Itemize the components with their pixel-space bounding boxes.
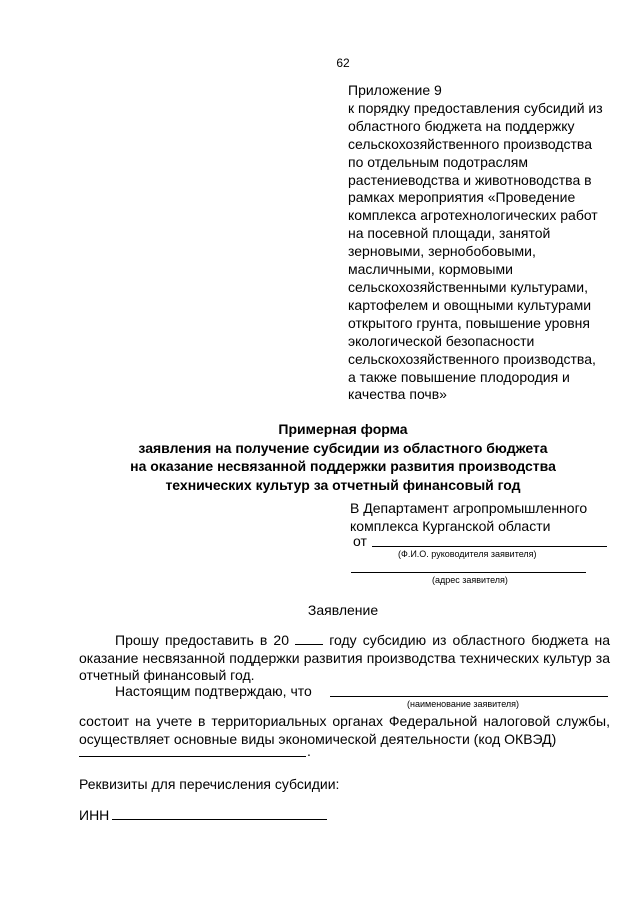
appendix-header [348, 82, 613, 404]
page-number: 62 [336, 56, 350, 70]
form-title-line: на оказание несвязанной поддержки развития производства [130, 458, 556, 474]
request-paragraph [79, 632, 610, 685]
appendix-line: открытого грунта, повышение уровня [348, 314, 590, 331]
inn-field[interactable] [112, 819, 327, 820]
hint-applicant-name: (наименование заявителя) [407, 699, 520, 709]
appendix-line: сельскохозяйственными культурами, [348, 278, 588, 295]
hint-address: (адрес заявителя) [432, 575, 508, 585]
hint-head-name: (Ф.И.О. руководителя заявителя) [398, 549, 537, 559]
addressee-region: комплекса Курганской области [350, 518, 551, 534]
form-title-line: Примерная форма [278, 421, 408, 437]
request-text-start: Прошу предоставить в 20 [115, 632, 289, 648]
appendix-line: на посевной площади, занятой [348, 225, 551, 242]
appendix-line: экологической безопасности [348, 332, 535, 349]
from-label: от [353, 533, 367, 549]
registration-text: состоит на учете в территориальных органах Федеральной налоговой службы, осуществляет основные виды экономической деятельности (код ОКВЭД) [79, 713, 610, 747]
appendix-line: по отдельным подотраслям [348, 153, 529, 170]
form-title-line: технических культур за отчетный финансовый год [165, 476, 521, 493]
applicant-head-name-field[interactable] [372, 546, 607, 547]
form-title-line: заявления на получение субсидии из областного бюджета [138, 439, 548, 456]
form-title [0, 420, 640, 494]
appendix-line: рамках мероприятия «Проведение [348, 189, 576, 206]
request-text-end: году субсидию из областного бюджета на оказание несвязанной поддержки развития производства технических культур за отчетный финансовый год. [79, 632, 611, 683]
appendix-line: сельскохозяйственного производства, [348, 350, 596, 367]
addressee-block [350, 499, 620, 535]
registration-period: . [307, 743, 311, 759]
appendix-line: растениеводства и животноводства в [348, 171, 592, 188]
appendix-line: комплекса агротехнологических работ [348, 207, 598, 224]
appendix-line: Приложение 9 [348, 82, 442, 98]
appendix-line: областного бюджета на поддержку [348, 117, 575, 134]
appendix-line: картофелем и овощными культурами [348, 296, 592, 313]
appendix-line: зерновыми, зернобобовыми, [348, 243, 536, 260]
addressee-department: В Департамент агропромышленного [350, 500, 588, 516]
appendix-line: к порядку предоставления субсидий из [348, 99, 603, 116]
okved-code-field[interactable] [79, 756, 306, 757]
applicant-name-field[interactable] [330, 696, 608, 697]
inn-label: ИНН [79, 807, 110, 823]
appendix-line: а также повышение плодородия и [348, 368, 570, 385]
appendix-line: сельскохозяйственного производства [348, 135, 592, 152]
requisites-label: Реквизиты для перечисления субсидии: [79, 776, 340, 792]
applicant-address-field[interactable] [351, 572, 586, 573]
confirm-label: Настоящим подтверждаю, что [115, 683, 312, 699]
year-field[interactable] [295, 632, 323, 645]
appendix-line: масличными, кормовыми [348, 261, 513, 278]
statement-title: Заявление [307, 602, 379, 618]
appendix-line: качества почв» [348, 386, 447, 403]
registration-paragraph [79, 713, 610, 748]
